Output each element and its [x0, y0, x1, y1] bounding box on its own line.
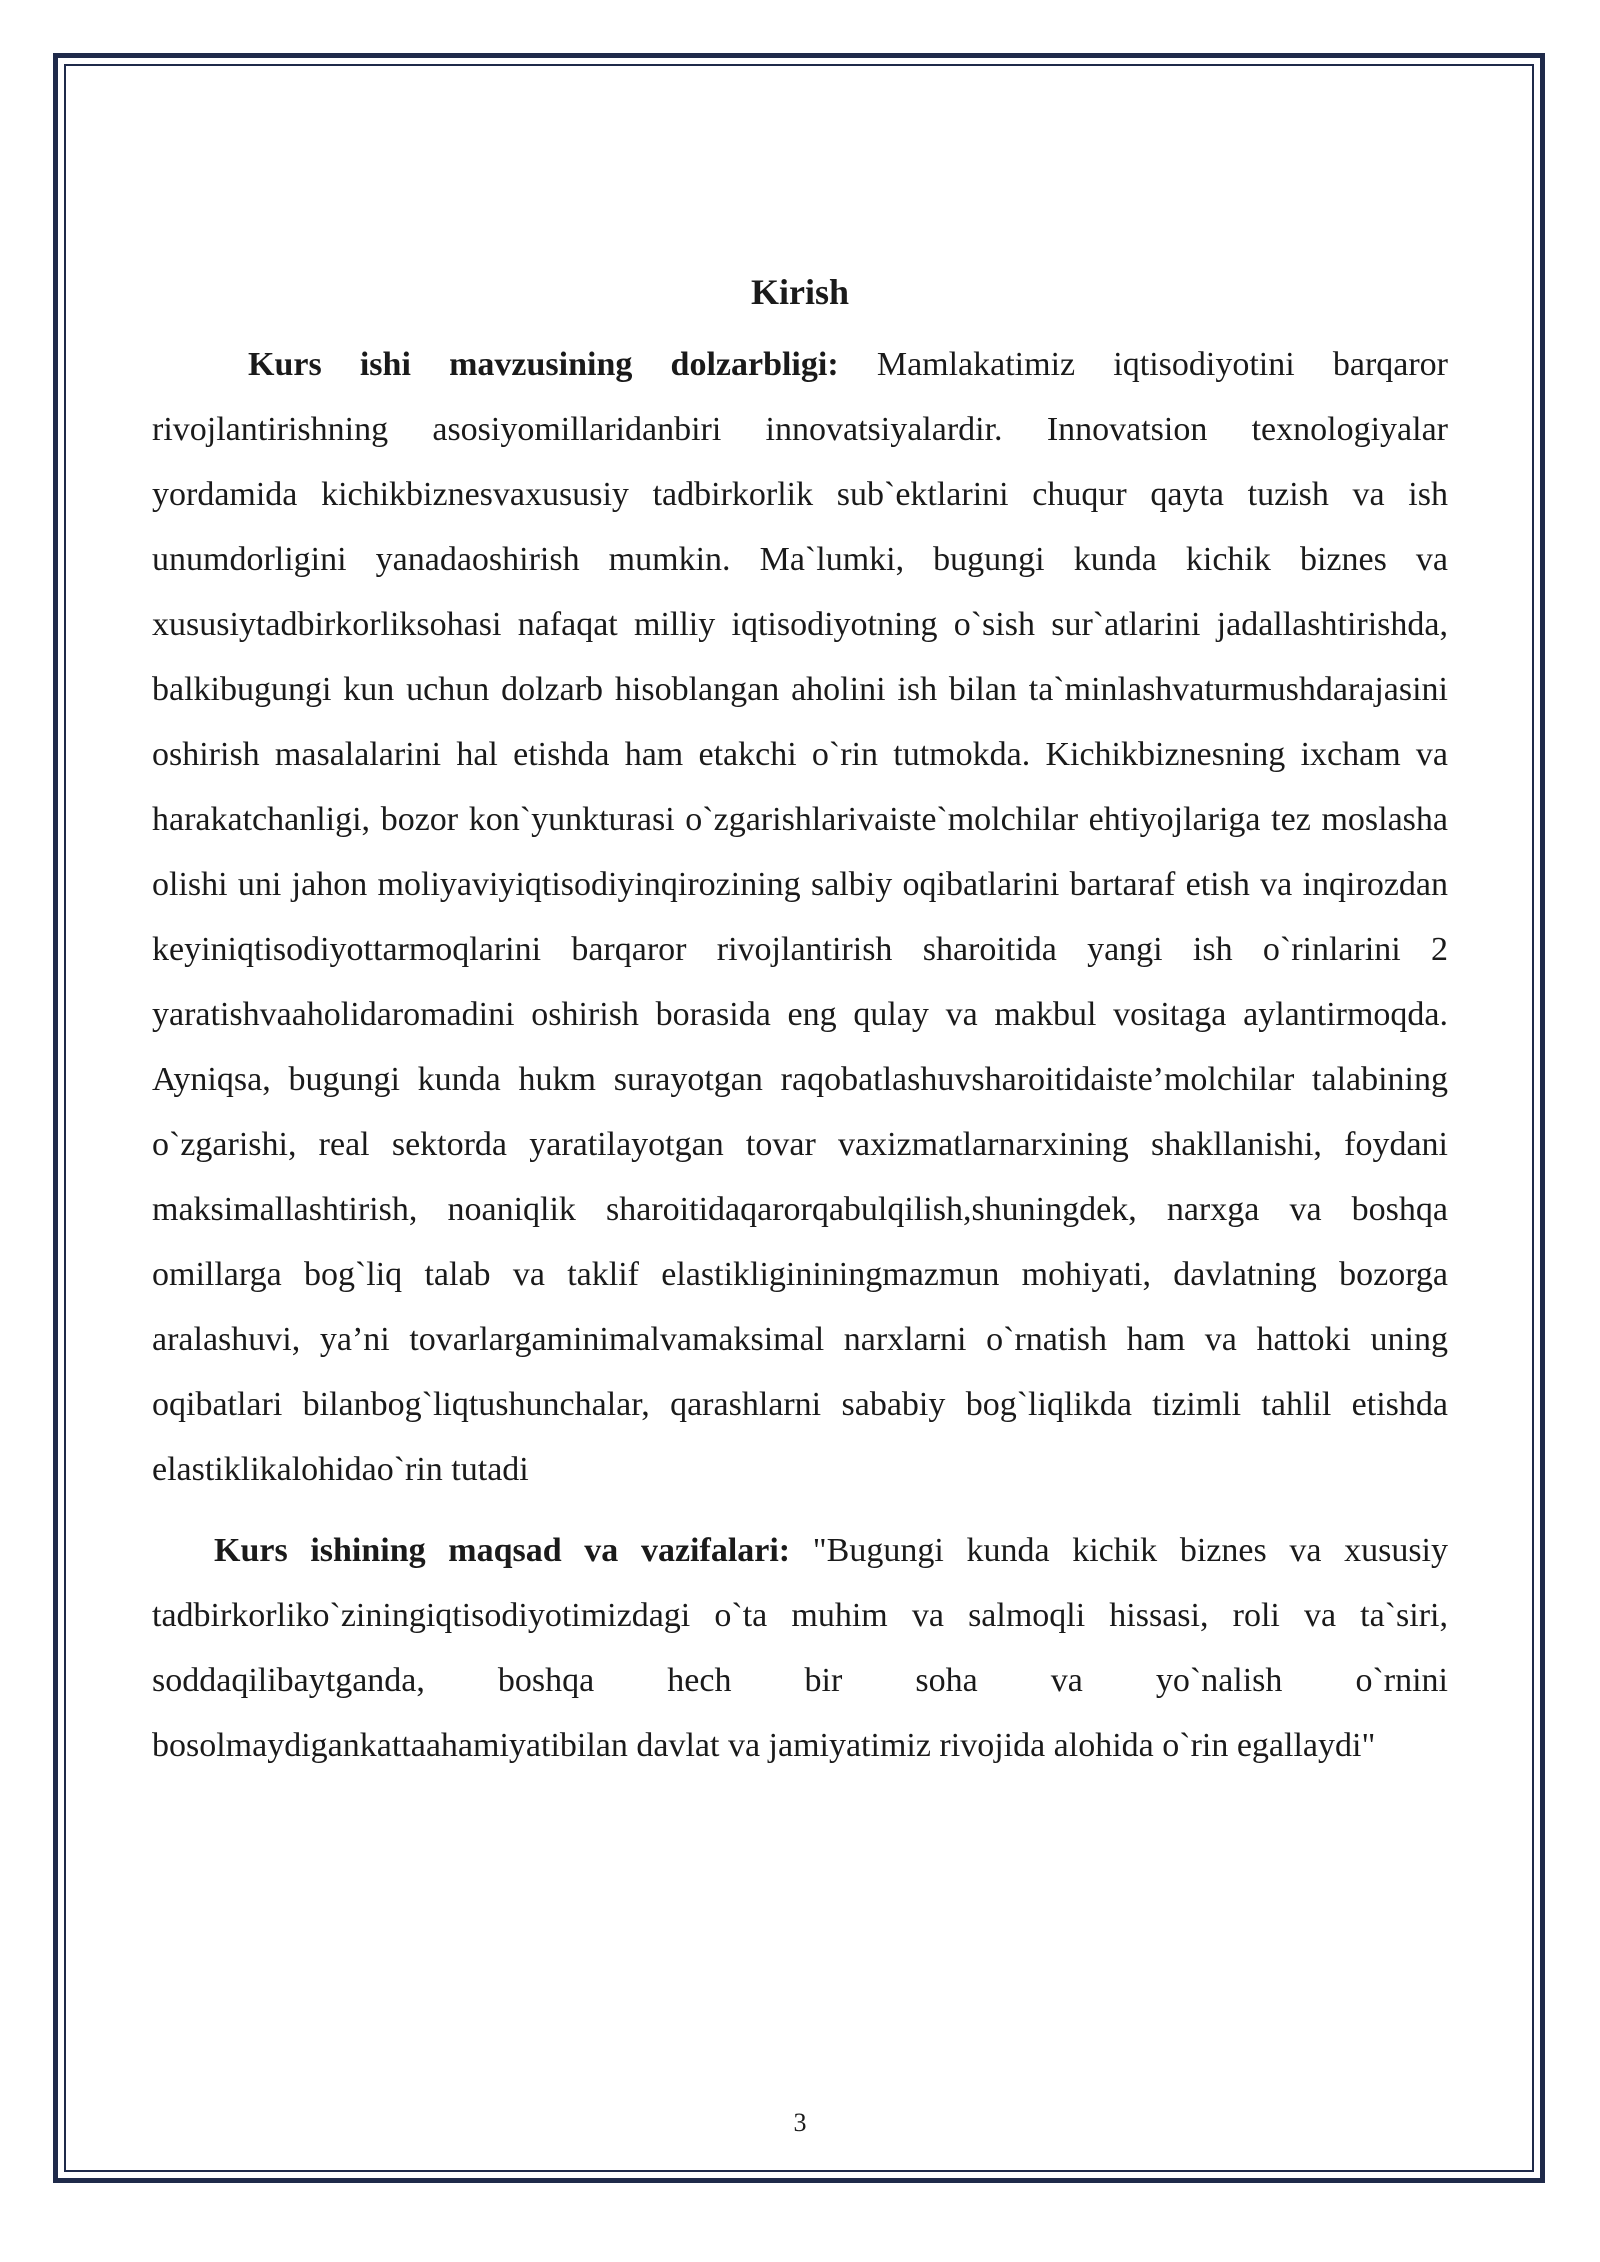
goals-text: "Bugungi kunda kichik biznes va xususiy tadbirkorliko`ziningiqtisodiyotimizdagi o`ta muhim va salmoqli hissasi, roli va ta`siri, soddaqilibaytganda, boshqa hech bir soha va yo`nalish o`rnini bosolmaydigankattaahamiyatibilan davlat va jamiyatimiz rivojida alohida o`rin egallaydi" [152, 1532, 1449, 1764]
relevance-heading: Kurs ishi mavzusining dolzarbligi: [248, 346, 839, 383]
goals-heading: Kurs ishining maqsad va vazifalari: [214, 1532, 791, 1569]
paragraph-goals [152, 1518, 1448, 1778]
relevance-text: Mamlakatimiz iqtisodiyotini barqaror rivojlantirishning asosiyomillaridanbiri innovatsiyalardir. Innovatsion texnologiyalar yordamida kichikbiznesvaxususiy tadbirkorlik sub`ektlarini chuqur qayta tuzish va ish unumdorligini yanadaoshirish mumkin. Ma`lumki, bugungi kunda kichik biznes va xususiytadbirkorliksohasi nafaqat milliy iqtisodiyotning o`sish sur`atlarini jadallashtirishda, balkibugungi kun uchun dolzarb hisoblangan aholini ish bilan ta`minlashvaturmushdarajasini oshirish masalalarini hal etishda ham etakchi o`rin tutmokda. Kichikbiznesning ixcham va harakatchanligi, bozor kon`yunkturasi o`zgarishlarivaiste`molchilar ehtiyojlariga tez moslasha olishi uni jahon moliyaviyiqtisodiyinqirozining salbiy oqibatlarini bartaraf etish va inqirozdan keyiniqtisodiyottarmoqlarini barqaror rivojlantirish sharoitida yangi ish o`rinlarini 2 yaratishvaaholidaromadini oshirish borasida eng qulay va makbul vositaga aylantirmoqda. Ayniqsa, bugungi kunda hukm surayotgan raqobatlashuvsharoitidaiste’molchilar talabining o`zgarishi, real sektorda yaratilayotgan tovar vaxizmatlarnarxining shakllanishi, foydani maksimallashtirish, noaniqlik sharoitidaqarorqabulqilish,shuningdek, narxga va boshqa omillarga bog`liq talab va taklif elastikligininingmazmun mohiyati, davlatning bozorga aralashuvi, ya’ni tovarlargaminimalvamaksimal narxlarni o`rnatish ham va hattoki uning oqibatlari bilanbog`liqtushunchalar, qarashlarni sababiy bog`liqlikda tizimli tahlil etishda elastiklikalohidao`rin tutadi [152, 346, 1448, 1488]
document-title: Kirish [750, 272, 849, 312]
document-body [152, 262, 1448, 1778]
paragraph-relevance [152, 332, 1448, 1502]
page-number: 3 [793, 2108, 807, 2137]
